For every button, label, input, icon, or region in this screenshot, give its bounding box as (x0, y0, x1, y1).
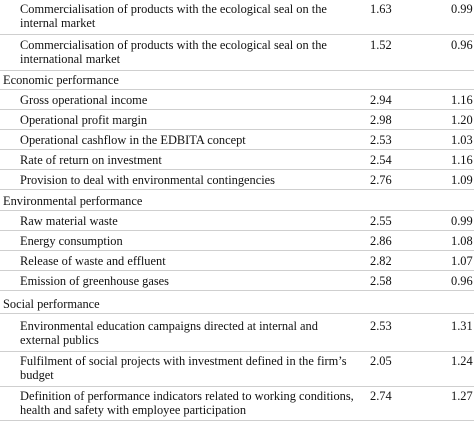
table-row (0, 2, 474, 35)
row-value-2: 0.99 (451, 2, 473, 16)
row-label: Provision to deal with environmental contingencies (20, 173, 275, 187)
row-label: Energy consumption (20, 234, 123, 248)
row-value-1: 2.82 (370, 254, 392, 268)
section-label: Social performance (3, 297, 100, 311)
row-label: Release of waste and effluent (20, 254, 166, 268)
row-value-2: 1.09 (451, 173, 473, 187)
row-value-1: 2.55 (370, 214, 392, 228)
row-label: Operational cashflow in the EDBITA concept (20, 133, 246, 147)
row-value-1: 2.94 (370, 93, 392, 107)
row-label: Operational profit margin (20, 113, 148, 127)
row-value-2: 1.31 (451, 319, 473, 333)
table-row (0, 214, 474, 231)
row-value-1: 2.98 (370, 113, 392, 127)
row-value-1: 2.76 (370, 173, 392, 187)
section-heading (0, 73, 474, 90)
row-value-1: 2.53 (370, 319, 392, 333)
row-label: Environmental education campaigns directed at internal and external publics (20, 319, 318, 347)
section-label: Environmental performance (3, 194, 143, 208)
table-row (0, 153, 474, 170)
row-value-2: 0.96 (451, 274, 473, 288)
row-value-2: 0.99 (451, 214, 473, 228)
row-value-2: 1.16 (451, 153, 473, 167)
row-value-1: 2.74 (370, 389, 392, 403)
row-value-2: 1.20 (451, 113, 473, 127)
row-label: Commercialisation of products with the ecological seal on the internal market (20, 2, 327, 30)
table-row (0, 93, 474, 110)
row-value-1: 1.63 (370, 2, 392, 16)
row-label: Emission of greenhouse gases (20, 274, 170, 288)
row-value-2: 1.24 (451, 354, 473, 368)
row-value-1: 2.05 (370, 354, 392, 368)
table-row (0, 319, 474, 352)
row-label: Gross operational income (20, 93, 148, 107)
row-label: Raw material waste (20, 214, 118, 228)
row-value-2: 1.27 (451, 389, 473, 403)
row-value-1: 1.52 (370, 38, 392, 52)
section-label: Economic performance (3, 73, 119, 87)
row-value-2: 1.03 (451, 133, 473, 147)
table-row (0, 133, 474, 150)
row-value-1: 2.86 (370, 234, 392, 248)
section-heading (0, 194, 474, 211)
table-row (0, 354, 474, 387)
row-value-1: 2.54 (370, 153, 392, 167)
table-row (0, 274, 474, 291)
table-row (0, 389, 474, 421)
table-row (0, 254, 474, 271)
table-row (0, 173, 474, 190)
row-value-1: 2.58 (370, 274, 392, 288)
row-label: Rate of return on investment (20, 153, 162, 167)
row-value-2: 1.08 (451, 234, 473, 248)
section-heading (0, 297, 474, 314)
row-value-1: 2.53 (370, 133, 392, 147)
table-row (0, 113, 474, 130)
row-label: Fulfilment of social projects with investment defined in the firm’s budget (20, 354, 347, 382)
row-value-2: 1.16 (451, 93, 473, 107)
table-row (0, 38, 474, 71)
table-row (0, 234, 474, 251)
row-label: Definition of performance indicators related to working conditions, health and safety with employee participation (20, 389, 354, 417)
row-value-2: 1.07 (451, 254, 473, 268)
row-value-2: 0.96 (451, 38, 473, 52)
row-label: Commercialisation of products with the ecological seal on the international market (20, 38, 327, 66)
